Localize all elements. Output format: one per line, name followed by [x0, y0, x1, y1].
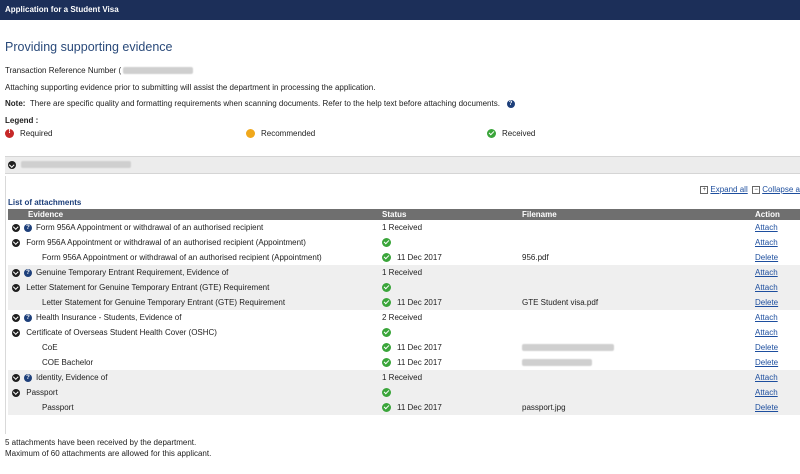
redacted-reference: [123, 67, 193, 74]
received-icon: [382, 238, 391, 247]
chevron-down-icon[interactable]: [12, 314, 20, 322]
note: [5, 99, 515, 108]
evidence-label: Genuine Temporary Entrant Requirement, Evidence of: [36, 268, 229, 277]
status-cell: [378, 325, 518, 340]
attach-link[interactable]: Attach: [755, 388, 778, 397]
status-text: 11 Dec 2017: [397, 297, 442, 307]
table-row: [8, 355, 800, 370]
max-attachments: Maximum of 60 attachments are allowed for this applicant.: [5, 449, 212, 458]
action-cell: [751, 385, 800, 400]
evidence-label: Form 956A Appointment or withdrawal of an authorised recipient (Appointment): [42, 253, 322, 262]
redacted-filename: [522, 359, 592, 366]
delete-link[interactable]: Delete: [755, 253, 779, 262]
expand-icon[interactable]: +: [700, 186, 708, 194]
evidence-cell: [8, 280, 378, 295]
chevron-down-icon[interactable]: [12, 329, 20, 337]
table-row: [8, 250, 800, 265]
table-row: [8, 220, 800, 235]
filename-cell: [518, 235, 751, 250]
status-text: 11 Dec 2017: [397, 357, 442, 367]
filename-cell: [518, 355, 751, 370]
status-cell: [378, 370, 518, 385]
action-cell: [751, 235, 800, 250]
attach-link[interactable]: Attach: [755, 328, 778, 337]
attach-link[interactable]: Attach: [755, 373, 778, 382]
delete-link[interactable]: Delete: [755, 298, 779, 307]
evidence-cell: [8, 325, 378, 340]
table-row: [8, 265, 800, 280]
filename-cell: [518, 265, 751, 280]
legend-required: [5, 129, 52, 138]
filename-cell: [518, 295, 751, 310]
action-cell: [751, 250, 800, 265]
legend-received-label: Received: [502, 129, 536, 138]
evidence-label: CoE: [42, 343, 58, 352]
chevron-down-icon[interactable]: [8, 161, 16, 169]
evidence-cell: [8, 355, 378, 370]
attach-link[interactable]: Attach: [755, 313, 778, 322]
status-text: 1 Received: [382, 223, 423, 232]
evidence-label: Form 956A Appointment or withdrawal of an authorised recipient (Appointment): [26, 238, 306, 247]
status-text: 2 Received: [382, 313, 423, 322]
action-cell: [751, 355, 800, 370]
received-count: 5 attachments have been received by the department.: [5, 438, 197, 447]
table-row: [8, 310, 800, 325]
received-icon: [382, 253, 391, 262]
help-icon[interactable]: ?: [24, 374, 32, 382]
filename-cell: [518, 385, 751, 400]
legend-recommended: [246, 129, 315, 138]
legend-required-label: Required: [20, 129, 53, 138]
status-cell: [378, 250, 518, 265]
transaction-reference: [5, 66, 193, 75]
evidence-cell: [8, 265, 378, 280]
status-cell: [378, 220, 518, 235]
action-cell: [751, 220, 800, 235]
table-row: [8, 295, 800, 310]
action-cell: [751, 325, 800, 340]
status-cell: [378, 400, 518, 415]
chevron-down-icon[interactable]: [12, 389, 20, 397]
received-icon: [382, 343, 391, 352]
table-row: [8, 280, 800, 295]
note-text: There are specific quality and formatting requirements when scanning documents. Refer to the help text before attaching documents.: [29, 99, 500, 108]
filename-text: passport.jpg: [522, 403, 566, 412]
action-cell: [751, 400, 800, 415]
attachments-table: [8, 209, 800, 415]
list-title: List of attachments: [8, 198, 82, 207]
collapse-all-link[interactable]: Collapse a: [762, 185, 800, 194]
filename-text: GTE Student visa.pdf: [522, 298, 599, 307]
legend-recommended-label: Recommended: [261, 129, 316, 138]
attach-link[interactable]: Attach: [755, 223, 778, 232]
status-text: 11 Dec 2017: [397, 342, 442, 352]
chevron-down-icon[interactable]: [12, 374, 20, 382]
delete-link[interactable]: Delete: [755, 343, 779, 352]
help-icon[interactable]: ?: [24, 269, 32, 277]
chevron-down-icon[interactable]: [12, 269, 20, 277]
delete-link[interactable]: Delete: [755, 358, 779, 367]
table-row: [8, 235, 800, 250]
filename-cell: [518, 340, 751, 355]
status-text: 11 Dec 2017: [397, 402, 442, 412]
evidence-cell: [8, 250, 378, 265]
header-action: Action: [751, 209, 800, 220]
evidence-cell: [8, 400, 378, 415]
recommended-icon: [246, 129, 255, 138]
legend-received: [487, 129, 535, 138]
received-icon: [382, 403, 391, 412]
received-icon: [382, 328, 391, 337]
status-cell: [378, 385, 518, 400]
evidence-cell: [8, 370, 378, 385]
evidence-label: Passport: [26, 388, 58, 397]
attach-link[interactable]: Attach: [755, 283, 778, 292]
status-cell: [378, 340, 518, 355]
filename-text: 956.pdf: [522, 253, 549, 262]
collapse-icon[interactable]: −: [752, 186, 760, 194]
page-title: Providing supporting evidence: [5, 40, 173, 54]
received-icon: [382, 388, 391, 397]
received-icon: [382, 283, 391, 292]
status-cell: [378, 235, 518, 250]
evidence-cell: [8, 295, 378, 310]
filename-cell: [518, 250, 751, 265]
evidence-label: Letter Statement for Genuine Temporary Entrant (GTE) Requirement: [42, 298, 286, 307]
redacted-applicant-name: [21, 161, 131, 168]
status-cell: [378, 310, 518, 325]
table-header: [8, 209, 800, 220]
expand-collapse-controls: [700, 185, 800, 194]
intro-text: Attaching supporting evidence prior to submitting will assist the department in processing the application.: [5, 83, 376, 92]
status-text: 1 Received: [382, 268, 423, 277]
status-text: 1 Received: [382, 373, 423, 382]
filename-cell: [518, 370, 751, 385]
filename-cell: [518, 220, 751, 235]
app-title: Application for a Student Visa: [5, 5, 119, 14]
delete-link[interactable]: Delete: [755, 403, 779, 412]
evidence-label: Identity, Evidence of: [36, 373, 108, 382]
received-icon: [382, 298, 391, 307]
legend-title: Legend :: [5, 116, 39, 125]
evidence-cell: [8, 340, 378, 355]
header-evidence: Evidence: [8, 209, 378, 220]
status-text: 11 Dec 2017: [397, 252, 442, 262]
evidence-cell: [8, 310, 378, 325]
evidence-cell: [8, 235, 378, 250]
status-cell: [378, 295, 518, 310]
trn-label: Transaction Reference Number (: [5, 66, 122, 75]
table-row: [8, 325, 800, 340]
evidence-label: Letter Statement for Genuine Temporary Entrant (GTE) Requirement: [26, 283, 270, 292]
status-cell: [378, 265, 518, 280]
evidence-cell: [8, 385, 378, 400]
evidence-label: COE Bachelor: [42, 358, 94, 367]
header-filename: Filename: [518, 209, 751, 220]
filename-cell: [518, 325, 751, 340]
action-cell: [751, 295, 800, 310]
window-title-bar: [0, 0, 800, 20]
header-status: Status: [378, 209, 518, 220]
applicant-section-header[interactable]: [5, 156, 800, 174]
status-cell: [378, 280, 518, 295]
filename-cell: [518, 400, 751, 415]
chevron-down-icon[interactable]: [12, 224, 20, 232]
attach-link[interactable]: Attach: [755, 238, 778, 247]
attach-link[interactable]: Attach: [755, 268, 778, 277]
action-cell: [751, 340, 800, 355]
note-label: Note:: [5, 99, 26, 108]
evidence-label: Health Insurance - Students, Evidence of: [36, 313, 182, 322]
action-cell: [751, 265, 800, 280]
expand-all-link[interactable]: Expand all: [710, 185, 748, 194]
evidence-label: Certificate of Overseas Student Health Cover (OSHC): [26, 328, 217, 337]
table-row: [8, 400, 800, 415]
table-row: [8, 385, 800, 400]
evidence-label: Form 956A Appointment or withdrawal of an authorised recipient: [36, 223, 264, 232]
received-icon: [487, 129, 496, 138]
help-icon[interactable]: ?: [507, 100, 515, 108]
filename-cell: [518, 280, 751, 295]
chevron-down-icon[interactable]: [12, 284, 20, 292]
received-icon: [382, 358, 391, 367]
help-icon[interactable]: ?: [24, 314, 32, 322]
evidence-cell: [8, 220, 378, 235]
table-row: [8, 370, 800, 385]
status-cell: [378, 355, 518, 370]
evidence-label: Passport: [42, 403, 74, 412]
table-row: [8, 340, 800, 355]
redacted-filename: [522, 344, 614, 351]
chevron-down-icon[interactable]: [12, 239, 20, 247]
help-icon[interactable]: ?: [24, 224, 32, 232]
filename-cell: [518, 310, 751, 325]
action-cell: [751, 280, 800, 295]
required-icon: [5, 129, 14, 138]
action-cell: [751, 310, 800, 325]
action-cell: [751, 370, 800, 385]
